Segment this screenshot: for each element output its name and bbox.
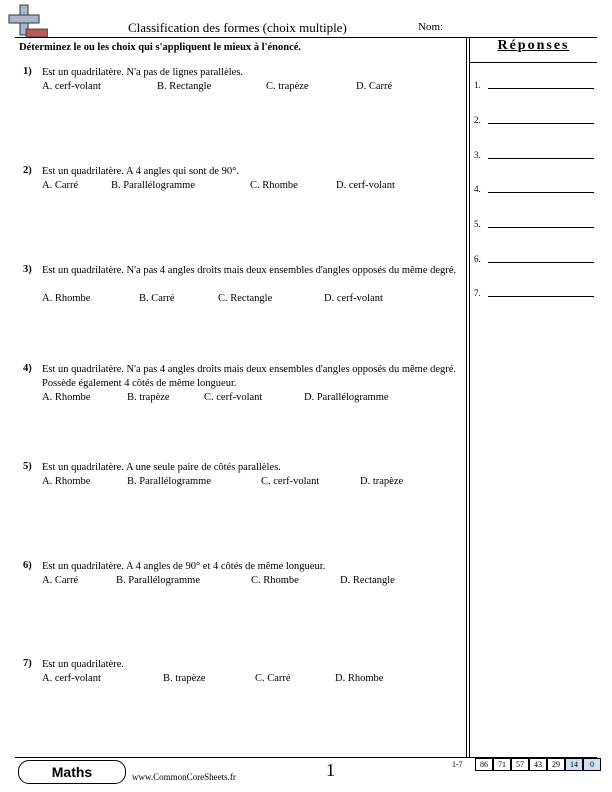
question-text: Est un quadrilatère. N'a pas 4 angles droits mais deux ensembles d'angles opposés du même degré. <box>42 265 457 276</box>
answers-title: Réponses <box>497 38 570 53</box>
subject-badge: Maths <box>18 760 126 784</box>
choice-d[interactable]: D. cerf-volant <box>336 180 395 191</box>
plus-logo-icon <box>4 3 48 39</box>
score-cell: 14 <box>565 758 583 771</box>
question-number: 6) <box>23 560 32 571</box>
answer-row <box>474 115 481 125</box>
website-link[interactable]: www.CommonCoreSheets.fr <box>132 772 236 782</box>
answer-label: 3. <box>474 150 481 160</box>
question-text: Est un quadrilatère. A une seule paire de côtés parallèles. <box>42 462 281 473</box>
score-cell: 29 <box>547 758 565 771</box>
choice-c[interactable]: C. Rhombe <box>251 575 299 586</box>
choice-b[interactable]: B. Parallélogramme <box>127 476 211 487</box>
answer-field[interactable] <box>488 227 594 228</box>
choice-c[interactable]: C. Rhombe <box>250 180 298 191</box>
page-title: Classification des formes (choix multiple) <box>128 20 347 35</box>
question-text: Est un quadrilatère. A 4 angles de 90° et 4 côtés de même longueur. <box>42 561 326 572</box>
answer-field[interactable] <box>488 262 594 263</box>
answer-label: 4. <box>474 184 481 194</box>
answers-divider <box>470 62 597 63</box>
score-cell: 57 <box>511 758 529 771</box>
choice-c[interactable]: C. Carré <box>255 673 291 684</box>
answer-label: 2. <box>474 115 481 125</box>
choice-c[interactable]: C. Rectangle <box>218 293 273 304</box>
instruction-text: Déterminez le ou les choix qui s'appliquent le mieux à l'énoncé. <box>19 42 302 53</box>
choice-d[interactable]: D. Carré <box>356 81 393 92</box>
answer-row <box>474 219 481 229</box>
choice-a[interactable]: A. cerf-volant <box>42 673 101 684</box>
answer-label: 5. <box>474 219 481 229</box>
choice-c[interactable]: C. cerf-volant <box>261 476 320 487</box>
answer-field[interactable] <box>488 158 594 159</box>
choice-a[interactable]: A. Rhombe <box>42 392 91 403</box>
choice-d[interactable]: D. Parallélogramme <box>304 392 389 403</box>
score-range: 1-7 <box>452 760 463 769</box>
answer-row <box>474 254 481 264</box>
question-number: 2) <box>23 165 32 176</box>
score-cell: 43 <box>529 758 547 771</box>
choice-d[interactable]: D. cerf-volant <box>324 293 383 304</box>
question-text: Est un quadrilatère. <box>42 659 124 670</box>
score-cell: 86 <box>475 758 493 771</box>
answer-label: 6. <box>474 254 481 264</box>
answer-label: 7. <box>474 288 481 298</box>
answer-field[interactable] <box>488 296 594 297</box>
choice-d[interactable]: D. trapèze <box>360 476 404 487</box>
score-cell: 0 <box>583 758 601 771</box>
question-number: 3) <box>23 264 32 275</box>
question-text: Est un quadrilatère. N'a pas 4 angles droits mais deux ensembles d'angles opposés du même degré. Possède également 4 côtés de même longueur. <box>42 364 457 389</box>
question-number: 1) <box>23 66 32 77</box>
choice-a[interactable]: A. cerf-volant <box>42 81 101 92</box>
choice-d[interactable]: D. Rhombe <box>335 673 384 684</box>
question-text: Est un quadrilatère. A 4 angles qui sont de 90°. <box>42 166 239 177</box>
answer-row <box>474 80 481 90</box>
answer-row <box>474 184 481 194</box>
choice-a[interactable]: A. Carré <box>42 575 79 586</box>
answer-row <box>474 150 481 160</box>
choice-b[interactable]: B. Parallélogramme <box>111 180 195 191</box>
answer-label: 1. <box>474 80 481 90</box>
choice-b[interactable]: B. Rectangle <box>157 81 212 92</box>
question-number: 7) <box>23 658 32 669</box>
question-text: Est un quadrilatère. N'a pas de lignes parallèles. <box>42 67 244 78</box>
choice-d[interactable]: D. Rectangle <box>340 575 395 586</box>
name-label: Nom: <box>418 21 444 33</box>
answer-field[interactable] <box>488 123 594 124</box>
column-divider <box>469 37 470 757</box>
column-divider <box>466 37 467 757</box>
choice-a[interactable]: A. Rhombe <box>42 476 91 487</box>
choice-a[interactable]: A. Carré <box>42 180 79 191</box>
choice-b[interactable]: B. Parallélogramme <box>116 575 200 586</box>
choice-b[interactable]: B. trapèze <box>163 673 206 684</box>
choice-b[interactable]: B. Carré <box>139 293 175 304</box>
answer-field[interactable] <box>488 88 594 89</box>
score-cell: 71 <box>493 758 511 771</box>
choice-a[interactable]: A. Rhombe <box>42 293 91 304</box>
choice-c[interactable]: C. cerf-volant <box>204 392 263 403</box>
question-number: 4) <box>23 363 32 374</box>
answer-row <box>474 288 481 298</box>
page-number: 1 <box>326 760 335 780</box>
choice-b[interactable]: B. trapèze <box>127 392 170 403</box>
choice-c[interactable]: C. trapèze <box>266 81 309 92</box>
answer-field[interactable] <box>488 192 594 193</box>
question-number: 5) <box>23 461 32 472</box>
